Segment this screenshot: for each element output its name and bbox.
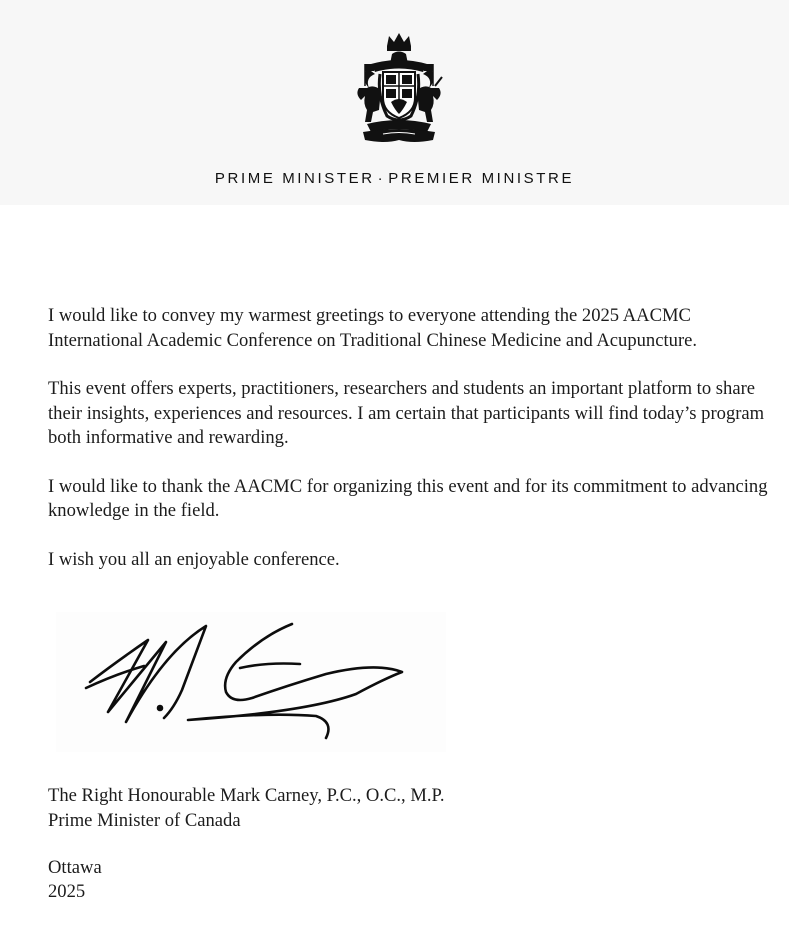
- office-title-separator: ·: [377, 170, 386, 187]
- signature-image: [56, 612, 446, 752]
- office-title-english: PRIME MINISTER: [214, 170, 375, 187]
- coat-of-arms-icon: [353, 30, 445, 146]
- signatory-name: The Right Honourable Mark Carney, P.C., O.C., M.P.: [48, 785, 445, 806]
- letter-body: [48, 304, 768, 596]
- office-title-french: PREMIER MINISTRE: [388, 170, 575, 187]
- letter-paragraph-greeting: I would like to convey my warmest greetings to everyone attending the 2025 AACMC International Academic Conference on Traditional Chinese Medicine and Acupuncture.: [48, 305, 698, 351]
- place-and-date: [48, 856, 102, 904]
- letter-paragraph-event: This event offers experts, practitioners, researchers and students an important platform to share their insights, experiences and resources. I am certain that participants will find today’s program both informative and rewarding.: [48, 378, 765, 448]
- signatory-block: [48, 784, 444, 833]
- place-city: Ottawa: [48, 857, 102, 878]
- office-title: [0, 170, 789, 187]
- place-year: 2025: [48, 881, 86, 902]
- letter-paragraph-closing: I wish you all an enjoyable conference.: [48, 548, 340, 570]
- letterhead: [0, 0, 789, 205]
- letter-paragraph-thanks: I would like to thank the AACMC for organizing this event and for its commitment to advancing knowledge in the field.: [48, 475, 768, 521]
- signatory-position: Prime Minister of Canada: [48, 809, 241, 831]
